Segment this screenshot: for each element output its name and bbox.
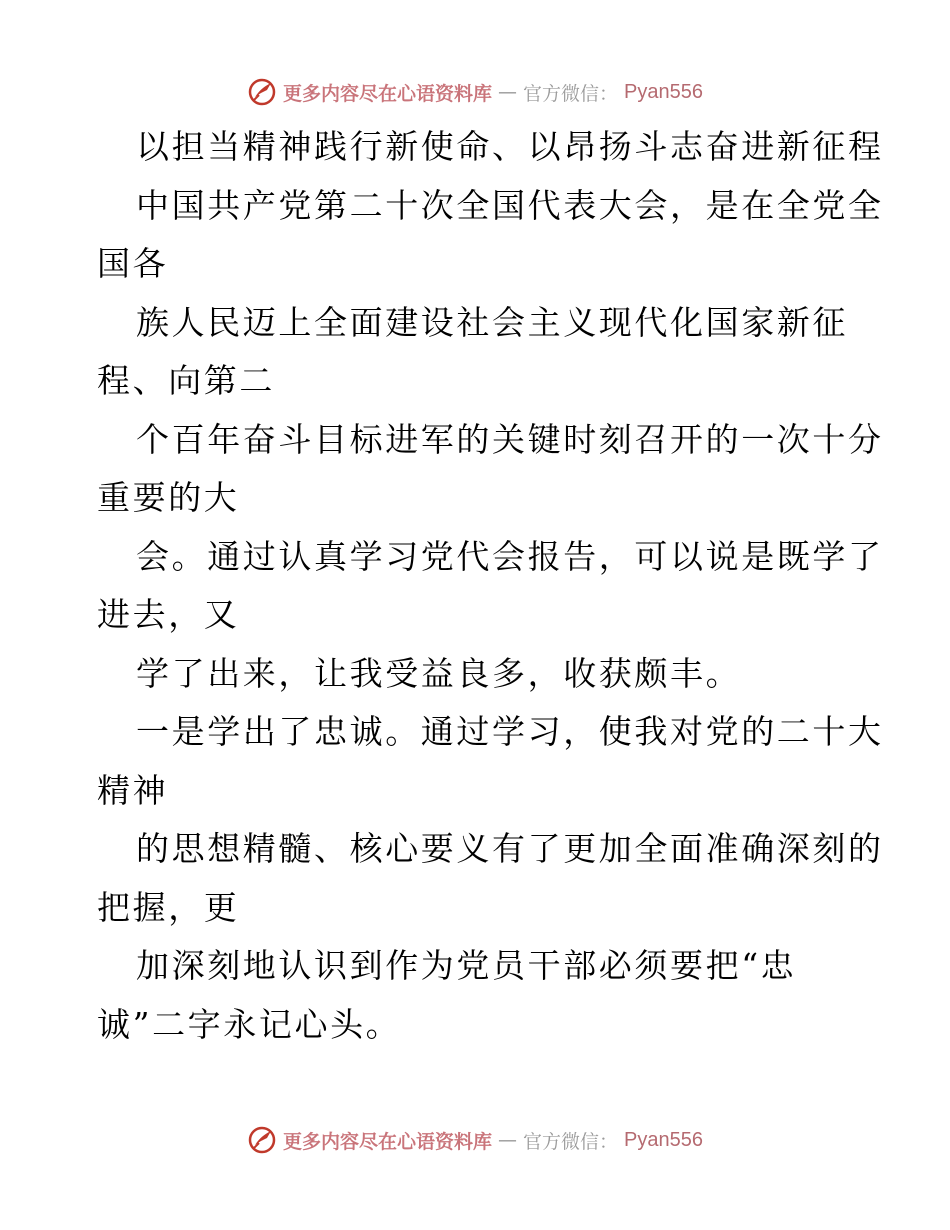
watermark-wechat-id: Pyan556 <box>624 1128 703 1151</box>
doc-line: 程、向第二 <box>97 361 275 400</box>
doc-line: 进去，又 <box>97 595 240 634</box>
footer-watermark <box>0 1120 950 1160</box>
watermark-separator: — <box>498 1129 518 1151</box>
doc-line: 国各 <box>97 244 169 283</box>
watermark-site-text: 更多内容尽在心语资料库 <box>283 1130 493 1153</box>
doc-line: 学了出来，让我受益良多，收获颇丰。 <box>136 653 742 693</box>
doc-title: 以担当精神践行新使命、以昂扬斗志奋进新征程 <box>136 127 884 166</box>
document-body <box>97 118 884 1054</box>
doc-line: 族人民迈上全面建设社会主义现代化国家新征 <box>136 302 848 342</box>
doc-line: 精神 <box>97 770 169 810</box>
doc-line: 加深刻地认识到作为党员干部必须要把“忠 <box>136 946 797 985</box>
logo-icon <box>247 77 277 107</box>
doc-line: 中国共产党第二十次全国代表大会，是在全党全 <box>136 185 884 225</box>
logo-icon <box>247 1125 277 1155</box>
doc-line: 个百年奋斗目标进军的关键时刻召开的一次十分 <box>136 419 884 459</box>
doc-line: 把握，更 <box>97 887 240 927</box>
header-watermark <box>0 72 950 112</box>
watermark-separator: — <box>498 81 518 103</box>
doc-line: 重要的大 <box>97 478 240 517</box>
watermark-wechat-label: 官方微信： <box>523 1130 619 1153</box>
doc-line: 一是学出了忠诚。通过学习，使我对党的二十大 <box>136 712 884 751</box>
doc-line: 会。通过认真学习党代会报告，可以说是既学了 <box>136 536 884 576</box>
watermark-wechat-label: 官方微信： <box>523 82 619 105</box>
doc-line: 的思想精髓、核心要义有了更加全面准确深刻的 <box>136 829 884 868</box>
doc-line: 诚”二字永记心头。 <box>97 1004 402 1044</box>
watermark-wechat-id: Pyan556 <box>624 80 703 103</box>
watermark-site-text: 更多内容尽在心语资料库 <box>283 82 493 105</box>
